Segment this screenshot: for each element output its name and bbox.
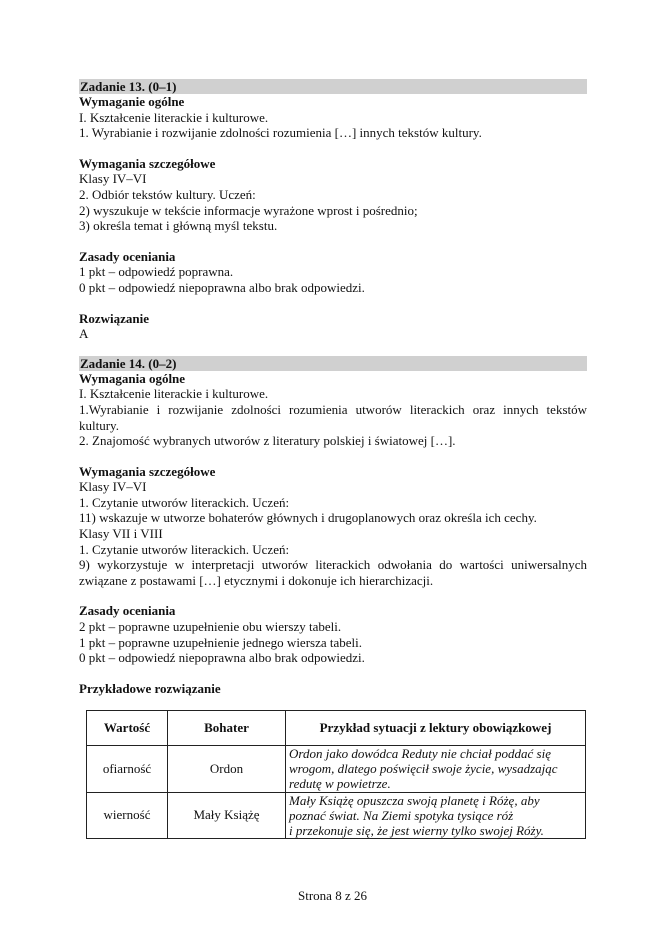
task14-detail-line: 11) wskazuje w utworze bohaterów głównych i drugoplanowych oraz określa ich cechy.: [79, 510, 537, 526]
example-line: Ordon jako dowódca Reduty nie chciał poddać się: [289, 746, 551, 761]
task14-detail-line: Klasy IV–VI: [79, 479, 147, 495]
task13-detail-line: Klasy IV–VI: [79, 171, 147, 187]
task14-detail-line: 1. Czytanie utworów literackich. Uczeń:: [79, 541, 290, 557]
page-number: Strona 8 z 26: [298, 888, 367, 903]
page-content: [79, 79, 587, 696]
task14-scoring-line: 0 pkt – odpowiedź niepoprawna albo brak odpowiedzi.: [79, 650, 365, 666]
task13-general-title: Wymaganie ogólne: [79, 94, 185, 109]
task14-example-title: Przykładowe rozwiązanie: [79, 680, 221, 696]
task14-general-line: I. Kształcenie literackie i kulturowe.: [79, 386, 269, 402]
example-cell: [286, 792, 586, 839]
task13-scoring-line: 1 pkt – odpowiedź poprawna.: [79, 264, 234, 280]
task14-detail-line: związane z postawami […] etycznymi i dokonuje ich hierarchizacji.: [79, 572, 434, 588]
task13-general-line: 1. Wyrabianie i rozwijanie zdolności rozumienia […] innych tekstów kultury.: [79, 125, 482, 141]
task13-solution-title: Rozwiązanie: [79, 310, 150, 326]
task14-general-line: kultury.: [79, 417, 119, 433]
task13-solution: A: [79, 326, 89, 342]
example-line: poznać świat. Na Ziemi spotyka tysiące róż: [289, 807, 514, 823]
task14-general-line: 1.Wyrabianie i rozwijanie zdolności rozumienia utworów literackich oraz innych tekstów: [79, 401, 587, 417]
table-row: [87, 792, 586, 839]
task13-detail-line: 2. Odbiór tekstów kultury. Uczeń:: [79, 186, 256, 202]
value-cell: wierność: [87, 792, 168, 839]
example-line: redutę w powietrze.: [289, 776, 391, 792]
table-header-cell: Wartość: [87, 711, 168, 746]
task13-scoring-line: 0 pkt – odpowiedź niepoprawna albo brak odpowiedzi.: [79, 279, 365, 295]
task14-detail-title: Wymagania szczegółowe: [79, 463, 216, 479]
task14-scoring-line: 1 pkt – poprawne uzupełnienie jednego wiersza tabeli.: [79, 634, 363, 650]
solution-table: [86, 710, 586, 839]
example-line: i przekonuje się, że jest wierny tylko swojej Róży.: [289, 823, 544, 839]
task14-detail-line: 9) wykorzystuje w interpretacji utworów literackich odwołania do wartości uniwersalnych: [79, 557, 587, 573]
example-line: Mały Książę opuszcza swoją planetę i Różę, aby: [289, 792, 540, 808]
example-cell: [286, 746, 586, 793]
task13-detail-title: Wymagania szczegółowe: [79, 155, 216, 171]
example-line: wrogom, dlatego poświęcił swoje życie, wysadzając: [289, 761, 558, 777]
task13-scoring-title: Zasady oceniania: [79, 248, 176, 264]
table-row: [87, 746, 586, 793]
hero-cell: Mały Książę: [168, 792, 286, 839]
task14-general-title: Wymagania ogólne: [79, 370, 186, 386]
task13-detail-line: 3) określa temat i główną myśl tekstu.: [79, 218, 278, 234]
value-cell: ofiarność: [87, 746, 168, 793]
task13-detail-line: 2) wyszukuje w tekście informacje wyrażone wprost i pośrednio;: [79, 202, 418, 218]
task14-detail-line: Klasy VII i VIII: [79, 526, 163, 542]
table-header-cell: Przykład sytuacji z lektury obowiązkowej: [286, 711, 586, 746]
hero-cell: Ordon: [168, 746, 286, 793]
task13-header: Zadanie 13. (0–1): [79, 79, 587, 94]
table-header-cell: Bohater: [168, 711, 286, 746]
table-header-row: [87, 711, 586, 746]
task14-scoring-line: 2 pkt – poprawne uzupełnienie obu wierszy tabeli.: [79, 619, 342, 635]
task13-general-line: I. Kształcenie literackie i kulturowe.: [79, 109, 269, 125]
task14-scoring-title: Zasady oceniania: [79, 603, 176, 619]
task14-header: Zadanie 14. (0–2): [79, 356, 587, 371]
task14-general-line: 2. Znajomość wybranych utworów z literatury polskiej i światowej […].: [79, 433, 456, 449]
task14-detail-line: 1. Czytanie utworów literackich. Uczeń:: [79, 494, 290, 510]
